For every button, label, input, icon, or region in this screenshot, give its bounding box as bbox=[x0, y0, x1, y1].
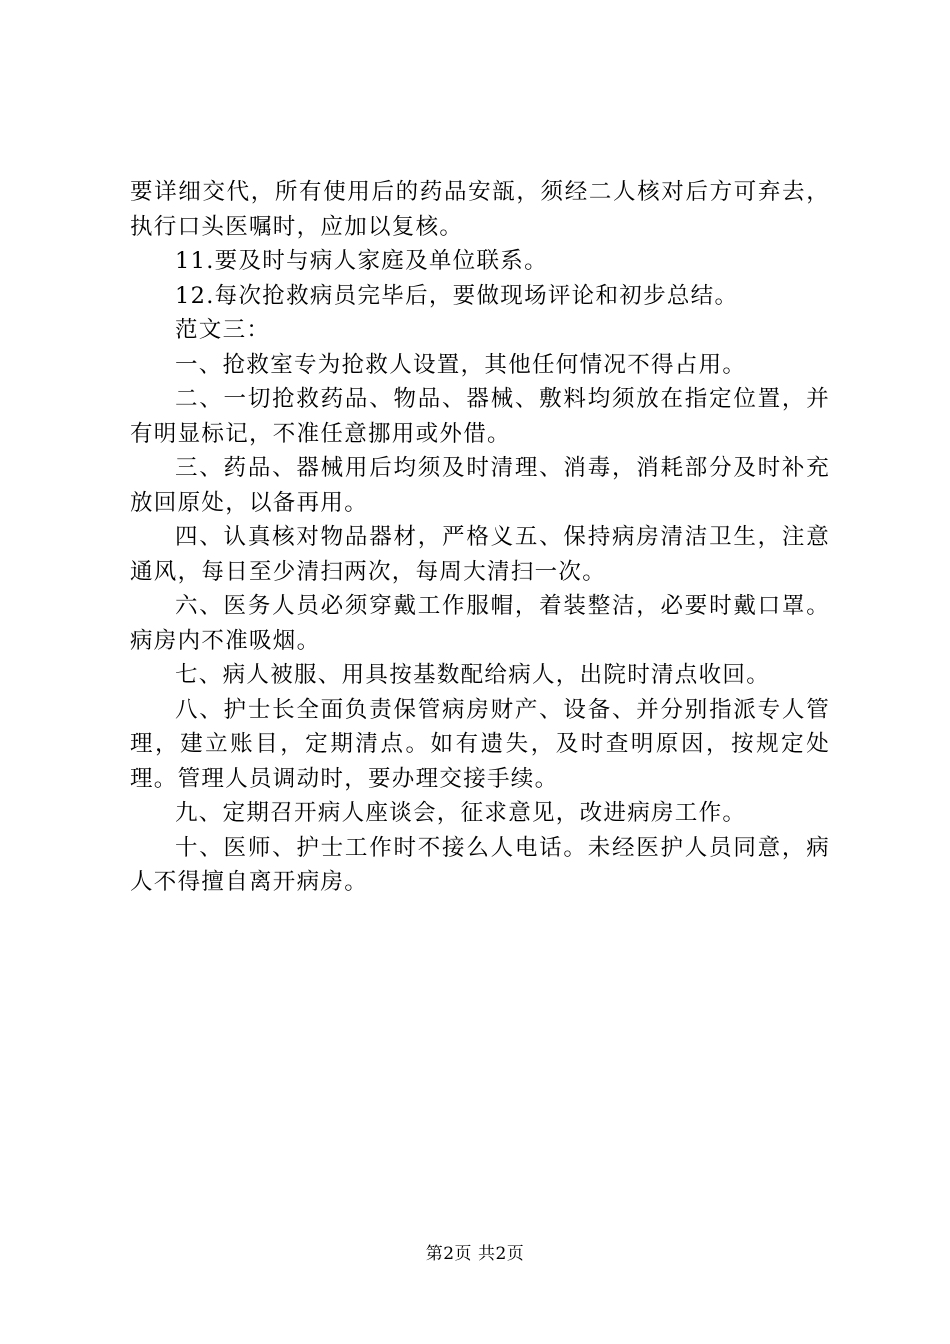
paragraph-9: 六、医务人员必须穿戴工作服帽，着装整洁，必要时戴口罩。病房内不准吸烟。 bbox=[130, 593, 830, 654]
paragraph-2: 11.要及时与病人家庭及单位联系。 bbox=[175, 248, 548, 274]
paragraph-10: 七、病人被服、用具按基数配给病人，出院时清点收回。 bbox=[175, 662, 771, 688]
paragraph-3: 12.每次抢救病员完毕后，要做现场评论和初步总结。 bbox=[175, 282, 739, 309]
paragraph-1: 要详细交代，所有使用后的药品安瓿，须经二人核对后方可弃去，执行口头医嘱时，应加以复核。 bbox=[130, 179, 830, 240]
paragraph-6: 二、一切抢救药品、物品、器械、敷料均须放在指定位置，并有明显标记，不准任意挪用或外借。 bbox=[130, 386, 830, 447]
page-footer: 第2页 共2页 bbox=[425, 1244, 525, 1264]
paragraph-5: 一、抢救室专为抢救人设置，其他任何情况不得占用。 bbox=[175, 351, 747, 378]
paragraph-12: 九、定期召开病人座谈会，征求意见，改进病房工作。 bbox=[175, 800, 747, 826]
paragraph-13: 十、医师、护士工作时不接么人电话。未经医护人员同意，病人不得擅自离开病房。 bbox=[130, 834, 830, 895]
section-heading: 范文三： bbox=[175, 317, 271, 343]
paragraph-8: 四、认真核对物品器材，严格义五、保持病房清洁卫生，注意通风，每日至少清扫两次，每周大清扫一次。 bbox=[130, 524, 830, 585]
paragraph-11: 八、护士长全面负责保管病房财产、设备、并分别指派专人管理，建立账目，定期清点。如有遗失，及时查明原因，按规定处理。管理人员调动时，要办理交接手续。 bbox=[130, 696, 830, 792]
paragraph-7: 三、药品、器械用后均须及时清理、消毒，消耗部分及时补充放回原处，以备再用。 bbox=[130, 455, 830, 516]
document-body bbox=[130, 175, 830, 900]
